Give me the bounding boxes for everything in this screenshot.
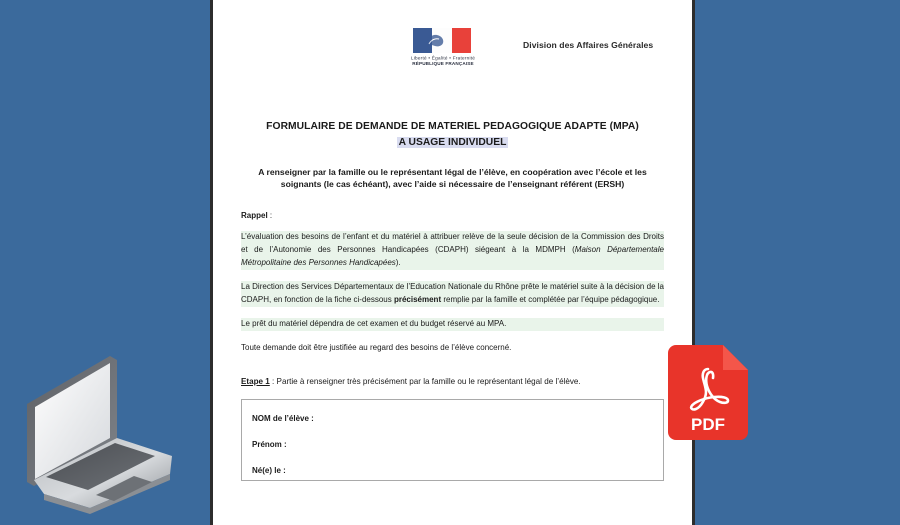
laptop-icon (22, 338, 198, 514)
division-title: Division des Affaires Générales (523, 40, 654, 51)
rappel-label: Rappel (241, 211, 268, 221)
pdf-badge-label: PDF (691, 415, 725, 434)
marianne-profile-icon (423, 32, 449, 49)
document-header (241, 0, 664, 67)
page-subtitle-text: A USAGE INDIVIDUEL (398, 136, 507, 148)
etape-1-label: Etape 1 (241, 376, 270, 386)
paragraph-pret: Le prêt du matériel dépendra de cet examen et du budget réservé au MPA. (241, 318, 664, 331)
field-prenom-label: Prénom : (252, 439, 287, 449)
paragraph-1-italic: Maison Départementale Métropolitaine des Personnes Handicapées (241, 245, 664, 268)
paragraph-1-tail: ). (395, 258, 401, 268)
field-nom-label: NOM de l’élève : (252, 413, 314, 423)
paragraph-2-bold: précisément (393, 295, 442, 305)
intro-text: A renseigner par la famille ou le représentant légal de l’élève, en coopération avec l’école et les soignants (le cas échéant), avec l’aide si nécessaire de l’enseignant référent (ERSH) (258, 166, 647, 190)
republique-francaise-emblem-icon (410, 28, 476, 67)
field-naissance-label: Né(e) le : (252, 465, 286, 475)
paragraph-2-lead: La Direction des Services Départementaux de l’Education Nationale du Rhône prête le matériel suite à la décision de la CDAPH, en fonction de la fiche ci-dessous (241, 282, 664, 305)
paragraph-2-tail: remplie par la famille et complétée par l’équipe pédagogique. (441, 295, 660, 305)
etape-1-heading (241, 377, 664, 386)
page-title: FORMULAIRE DE DEMANDE DE MATERIEL PEDAGOGIQUE ADAPTE (MPA) (266, 120, 639, 132)
paragraph-1-lead: L’évaluation des besoins de l’enfant et du matériel à attribuer relève de la seule décision de la Commission des Droits et de l’Autonomie des Personnes Handicapées (CDAPH) siégeant à la MDMPH ( (241, 232, 664, 255)
pdf-file-icon[interactable] (668, 345, 748, 440)
devise-line-2: RÉPUBLIQUE FRANÇAISE (412, 60, 474, 67)
paragraph-commission (241, 231, 664, 270)
devise-line-1: Liberté • Égalité • Fraternité (410, 54, 476, 61)
rappel-colon: : (267, 211, 273, 221)
page-subtitle (397, 137, 509, 148)
rappel-heading (241, 211, 664, 220)
etape-1-text: : Partie à renseigner très précisément par la famille ou le représentant légal de l’élève. (269, 376, 581, 386)
title-block (241, 121, 664, 150)
student-identity-box (241, 399, 664, 481)
paragraph-direction (241, 281, 664, 307)
paragraph-justification: Toute demande doit être justifiée au regard des besoins de l’élève concerné. (241, 343, 512, 352)
document-page (210, 0, 695, 525)
